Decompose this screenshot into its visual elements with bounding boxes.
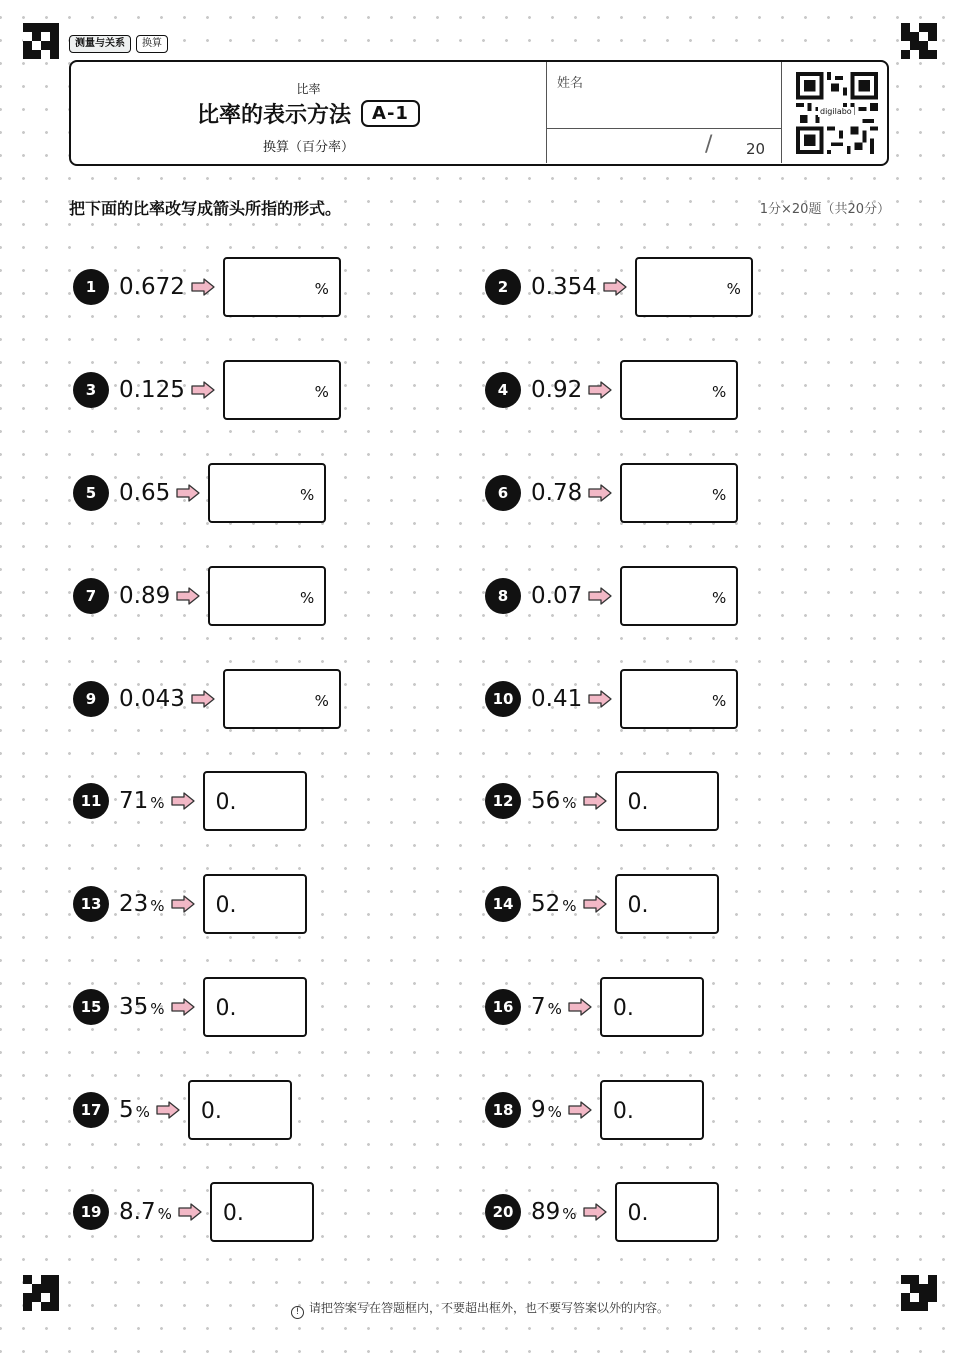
answer-prefix: 0. [612, 996, 634, 1021]
problem-unit: % [562, 1205, 577, 1223]
answer-suffix: % [711, 589, 727, 607]
problem-value-text: 0.89 [119, 583, 171, 609]
right-arrow-icon [171, 792, 195, 810]
problem-value-text: 0.043 [119, 686, 185, 712]
problem-number: 4 [485, 372, 521, 408]
problem-value [119, 1097, 150, 1123]
problem-value-text: 7 [531, 994, 546, 1020]
problem-item [485, 770, 719, 832]
answer-box[interactable] [615, 874, 719, 934]
right-arrow-icon [583, 1203, 607, 1221]
problem-number: 7 [73, 578, 109, 614]
header-category: 换算（百分率） [262, 140, 354, 155]
problem-item [485, 668, 738, 730]
answer-suffix: % [314, 280, 329, 298]
problem-item [73, 976, 307, 1038]
answer-box[interactable] [600, 1080, 704, 1140]
problem-value [119, 994, 165, 1020]
answer-box[interactable] [210, 1182, 314, 1242]
answer-box[interactable] [203, 977, 307, 1037]
right-arrow-icon [178, 1203, 202, 1221]
right-arrow-icon [171, 895, 195, 913]
answer-box[interactable] [208, 463, 326, 523]
problem-item [73, 462, 326, 524]
problem-unit: % [150, 1000, 165, 1018]
problem-value [531, 1199, 577, 1225]
answer-box[interactable] [620, 463, 738, 523]
problem-number: 18 [485, 1092, 521, 1128]
problem-value-text: 71 [119, 788, 149, 814]
answer-suffix: % [711, 692, 727, 710]
answer-suffix: % [299, 486, 315, 504]
problem-value [119, 480, 170, 506]
header-subtitle: 比率 [296, 82, 321, 96]
problem-number: 11 [73, 783, 109, 819]
answer-prefix: 0. [627, 1201, 649, 1226]
right-arrow-icon [568, 998, 592, 1016]
problem-value [531, 891, 577, 917]
problem-value [531, 788, 577, 814]
problem-value-text: 0.07 [531, 583, 583, 609]
answer-box[interactable] [620, 566, 738, 626]
answer-box[interactable] [620, 669, 738, 729]
tag-group [69, 35, 168, 53]
answer-box[interactable] [635, 257, 753, 317]
tag-topic: 换算 [136, 35, 168, 53]
tag-subject: 测量与关系 [69, 35, 131, 53]
answer-box[interactable] [223, 669, 341, 729]
problem-value [119, 583, 170, 609]
right-arrow-icon [156, 1101, 180, 1119]
problem-number: 1 [73, 269, 109, 305]
problem-value [119, 274, 185, 300]
problem-item [485, 565, 738, 627]
problem-value [119, 891, 165, 917]
corner-marker-top-left [23, 23, 59, 59]
problem-unit: % [547, 1103, 562, 1121]
problem-number: 9 [73, 681, 109, 717]
name-field[interactable] [546, 62, 781, 163]
answer-box[interactable] [615, 1182, 719, 1242]
answer-box[interactable] [600, 977, 704, 1037]
problem-value-text: 52 [531, 891, 561, 917]
right-arrow-icon [583, 792, 607, 810]
problem-item [485, 1079, 704, 1141]
answer-suffix: % [299, 589, 315, 607]
footer-note [0, 1299, 960, 1319]
problem-number: 6 [485, 475, 521, 511]
problem-item [73, 770, 307, 832]
problem-value-text: 5 [119, 1097, 134, 1123]
problem-value [531, 583, 582, 609]
answer-prefix: 0. [215, 790, 237, 815]
worksheet-header [69, 60, 889, 166]
answer-box[interactable] [223, 360, 341, 420]
problem-item [73, 1181, 314, 1243]
problem-unit: % [135, 1103, 150, 1121]
problem-value-text: 35 [119, 994, 149, 1020]
problem-item [73, 668, 341, 730]
right-arrow-icon [588, 484, 612, 502]
problem-unit: % [547, 1000, 562, 1018]
info-icon: ! [291, 1306, 304, 1319]
problem-number: 8 [485, 578, 521, 614]
problem-number: 10 [485, 681, 521, 717]
answer-box[interactable] [203, 771, 307, 831]
qr-label: digilabo [820, 107, 852, 116]
problem-value [531, 377, 582, 403]
problem-number: 13 [73, 886, 109, 922]
answer-suffix: % [314, 383, 329, 401]
worksheet-code: A-1 [361, 100, 420, 127]
answer-prefix: 0. [627, 790, 649, 815]
answer-prefix: 0. [215, 893, 237, 918]
problem-number: 14 [485, 886, 521, 922]
problem-number: 15 [73, 989, 109, 1025]
name-label: 姓名 [557, 76, 584, 91]
problem-value-text: 56 [531, 788, 561, 814]
problem-value [531, 1097, 562, 1123]
problem-item [73, 256, 341, 318]
problem-item [485, 976, 704, 1038]
answer-prefix: 0. [215, 996, 237, 1021]
instruction-text: 把下面的比率改写成箭头所指的形式。 [69, 199, 342, 218]
problem-item [485, 873, 719, 935]
right-arrow-icon [176, 484, 200, 502]
problem-item [73, 565, 326, 627]
problem-unit: % [562, 794, 577, 812]
problem-unit: % [562, 897, 577, 915]
problem-item [73, 1079, 292, 1141]
problem-item [485, 462, 738, 524]
problem-value [531, 480, 582, 506]
right-arrow-icon [588, 381, 612, 399]
problem-number: 2 [485, 269, 521, 305]
problem-item [73, 359, 341, 421]
score-slash: / [705, 132, 713, 157]
problem-number: 19 [73, 1194, 109, 1230]
answer-prefix: 0. [222, 1201, 244, 1226]
problem-unit: % [150, 897, 165, 915]
right-arrow-icon [191, 690, 215, 708]
answer-box[interactable] [203, 874, 307, 934]
problem-item [73, 873, 307, 935]
footer-text: 请把答案写在答题框内，不要超出框外，也不要写答案以外的内容。 [308, 1301, 669, 1315]
right-arrow-icon [191, 278, 215, 296]
problem-value-text: 89 [531, 1199, 561, 1225]
problem-number: 12 [485, 783, 521, 819]
problem-value-text: 0.672 [119, 274, 185, 300]
right-arrow-icon [176, 587, 200, 605]
problem-value-text: 0.41 [531, 686, 583, 712]
points-info: 1分×20题（共20分） [759, 202, 890, 217]
score-divider [547, 128, 781, 129]
problem-value-text: 0.92 [531, 377, 583, 403]
problem-number: 3 [73, 372, 109, 408]
problem-number: 17 [73, 1092, 109, 1128]
answer-box[interactable] [188, 1080, 292, 1140]
problem-number: 5 [73, 475, 109, 511]
problem-value-text: 8.7 [119, 1199, 156, 1225]
right-arrow-icon [171, 998, 195, 1016]
answer-box[interactable] [620, 360, 738, 420]
problem-value [531, 994, 562, 1020]
answer-suffix: % [314, 692, 329, 710]
problem-number: 16 [485, 989, 521, 1025]
problem-value-text: 23 [119, 891, 149, 917]
qr-area [781, 62, 887, 163]
page-title: 比率的表示方法 [197, 103, 352, 128]
problem-item [485, 256, 753, 318]
problem-value [119, 1199, 172, 1225]
problem-value [531, 274, 597, 300]
header-title-row [71, 98, 546, 129]
problem-unit: % [157, 1205, 172, 1223]
right-arrow-icon [603, 278, 627, 296]
right-arrow-icon [568, 1101, 592, 1119]
answer-suffix: % [726, 280, 741, 298]
answer-prefix: 0. [627, 893, 649, 918]
answer-box[interactable] [223, 257, 341, 317]
answer-suffix: % [711, 383, 727, 401]
answer-prefix: 0. [612, 1099, 634, 1124]
score-total: 20 [746, 140, 766, 158]
problem-item [485, 1181, 719, 1243]
right-arrow-icon [583, 895, 607, 913]
problem-value [531, 686, 582, 712]
problem-value-text: 0.125 [119, 377, 185, 403]
right-arrow-icon [588, 587, 612, 605]
right-arrow-icon [588, 690, 612, 708]
answer-suffix: % [711, 486, 727, 504]
answer-prefix: 0. [200, 1099, 222, 1124]
problem-value [119, 377, 185, 403]
answer-box[interactable] [615, 771, 719, 831]
problem-unit: % [150, 794, 165, 812]
right-arrow-icon [191, 381, 215, 399]
corner-marker-top-right [901, 23, 937, 59]
problem-value [119, 686, 185, 712]
problem-number: 20 [485, 1194, 521, 1230]
problem-value [119, 788, 165, 814]
answer-box[interactable] [208, 566, 326, 626]
problem-item [485, 359, 738, 421]
problem-value-text: 9 [531, 1097, 546, 1123]
problem-value-text: 0.65 [119, 480, 171, 506]
problem-value-text: 0.354 [531, 274, 597, 300]
problem-value-text: 0.78 [531, 480, 583, 506]
